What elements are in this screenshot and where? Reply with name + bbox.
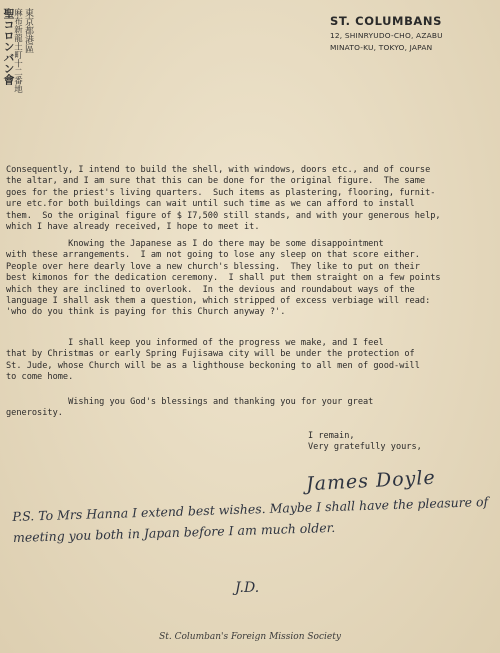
closing-text: I remain, Very gratefully yours,	[308, 431, 422, 453]
handwritten-postscript: P.S. To Mrs Hanna I extend best wishes. Maybe I shall have the pleasure of meeting you both in Japan before I am much older.	[12, 494, 489, 545]
letterhead-address-line1: 12, SHINRYUDO-CHO, AZABU	[330, 31, 443, 40]
vertical-address-text: 麻布新龍土町十二番地	[12, 8, 23, 93]
body-paragraph-1: Consequently, I intend to build the shell, with windows, doors etc., and of course the altar, and I am sure that this can be done for the original figure. The same goes for the priest's living quarters. Such items as plastering, flooring, furnit- ure etc.for both buildings can wait until such time as we can afford to install them. So the original figure of $ I7,500 still stands, and with your generous help, which I have already received, I hope to meet it.	[6, 165, 441, 233]
letterhead	[330, 14, 495, 52]
vertical-city-text: 東京都港區	[23, 8, 33, 53]
letterhead-name: ST. COLUMBANS	[330, 14, 443, 28]
letterhead-address-line2: MINATO-KU, TOKYO, JAPAN	[330, 43, 433, 52]
body-paragraph-3: I shall keep you informed of the progress we make, and I feel that by Christmas or early Spring Fujisawa city will be under the protection of St. Jude, whose Church will be as a lighthouse beckoning to all men of good-will to come home.	[6, 338, 420, 383]
vertical-organization-name: 聖コロンバン會	[2, 8, 15, 85]
handwritten-initials: J.D.	[235, 580, 260, 596]
handwritten-signature: James Doyle	[305, 466, 437, 496]
body-paragraph-4: Wishing you God's blessings and thanking you for your great generosity.	[6, 397, 374, 419]
body-paragraph-2: Knowing the Japanese as I do there may be some disappointment with these arrangements. I am not going to lose any sleep on that score either. People over here dearly love a new church's blessing. They like to put on their best kimonos for the dedication ceremony. I shall put them straight on a few points which they are inclined to overlook. In the devious and roundabout ways of the language I shall ask them a question, which stripped of excess verbiage will read: 'who do you think is paying for this Church anyway ?'.	[6, 239, 441, 318]
footer-society-name: St. Columban's Foreign Mission Society	[159, 632, 341, 642]
